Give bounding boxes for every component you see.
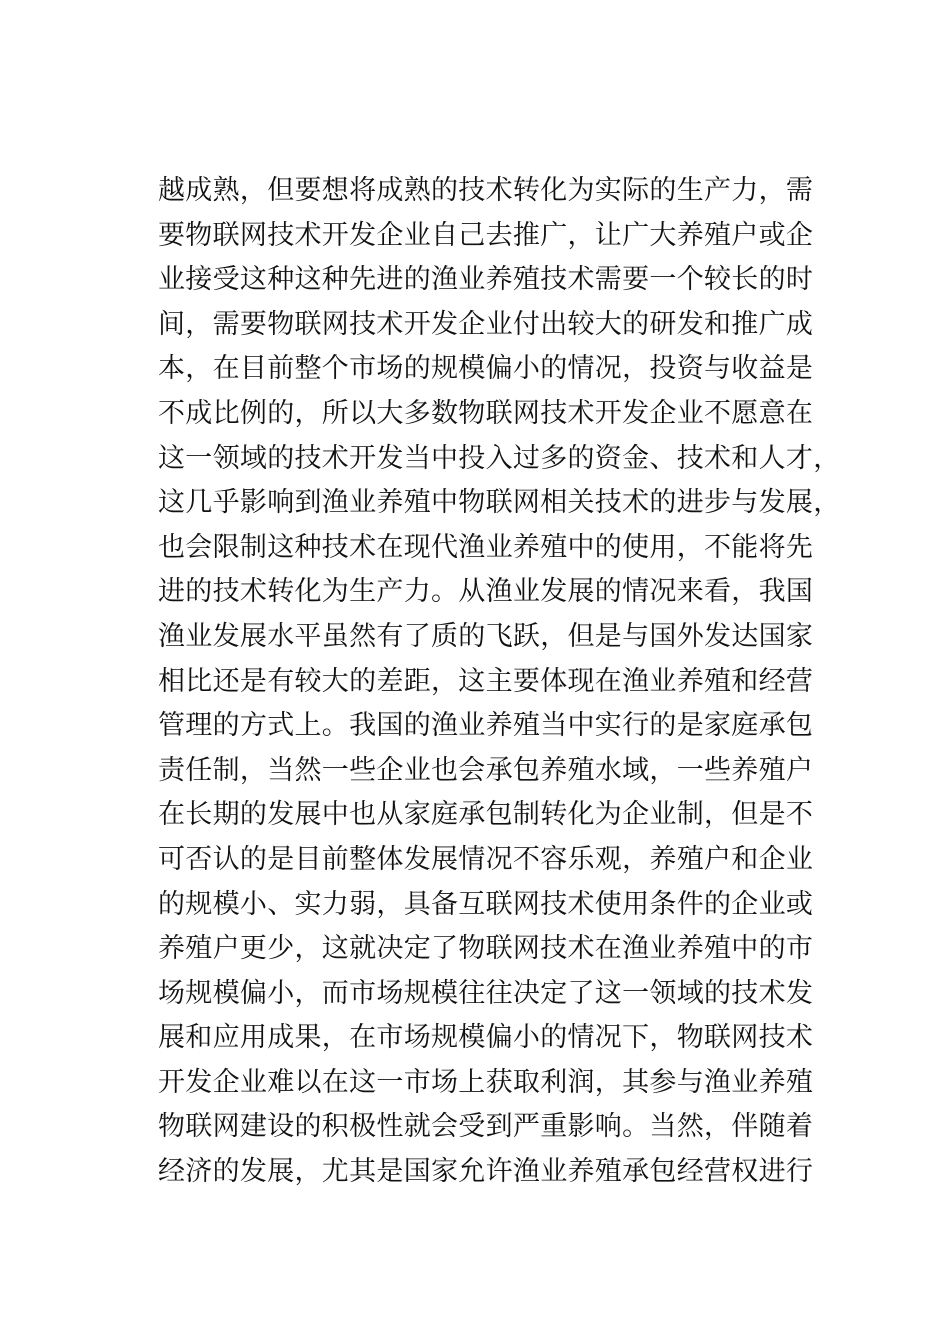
text-line: 要物联网技术开发企业自己去推广，让广大养殖户或企 [158, 219, 814, 251]
text-line: 的规模小、实力弱，具备互联网技术使用条件的企业或 [158, 888, 814, 920]
text-line: 可否认的是目前整体发展情况不容乐观，养殖户和企业 [158, 843, 814, 875]
text-line: 本，在目前整个市场的规模偏小的情况，投资与收益是 [158, 353, 814, 385]
text-line: 在长期的发展中也从家庭承包制转化为企业制，但是不 [158, 799, 814, 831]
text-line: 展和应用成果，在市场规模偏小的情况下，物联网技术 [158, 1022, 814, 1054]
text-line: 物联网建设的积极性就会受到严重影响。当然，伴随着 [158, 1111, 814, 1143]
text-line: 渔业发展水平虽然有了质的飞跃，但是与国外发达国家 [158, 620, 814, 652]
text-line: 越成熟，但要想将成熟的技术转化为实际的生产力，需 [158, 175, 814, 206]
body-paragraph [158, 169, 841, 1195]
text-line: 场规模偏小，而市场规模往往决定了这一领域的技术发 [158, 977, 814, 1009]
text-line: 业接受这种这种先进的渔业养殖技术需要一个较长的时 [158, 264, 814, 296]
text-line: 相比还是有较大的差距，这主要体现在渔业养殖和经营 [158, 665, 814, 697]
text-line: 这一领域的技术开发当中投入过多的资金、技术和人才， [158, 442, 841, 474]
text-line: 经济的发展，尤其是国家允许渔业养殖承包经营权进行 [158, 1156, 814, 1188]
text-line: 管理的方式上。我国的渔业养殖当中实行的是家庭承包 [158, 710, 814, 742]
text-line: 这几乎影响到渔业养殖中物联网相关技术的进步与发展， [158, 487, 841, 519]
text-line: 责任制，当然一些企业也会承包养殖水域，一些养殖户 [158, 754, 814, 786]
text-line: 开发企业难以在这一市场上获取利润，其参与渔业养殖 [158, 1066, 814, 1098]
text-line: 间，需要物联网技术开发企业付出较大的研发和推广成 [158, 308, 814, 340]
text-line: 养殖户更少，这就决定了物联网技术在渔业养殖中的市 [158, 933, 814, 965]
text-line: 也会限制这种技术在现代渔业养殖中的使用，不能将先 [158, 531, 814, 563]
text-line: 进的技术转化为生产力。从渔业发展的情况来看，我国 [158, 576, 814, 608]
text-line: 不成比例的，所以大多数物联网技术开发企业不愿意在 [158, 397, 814, 429]
